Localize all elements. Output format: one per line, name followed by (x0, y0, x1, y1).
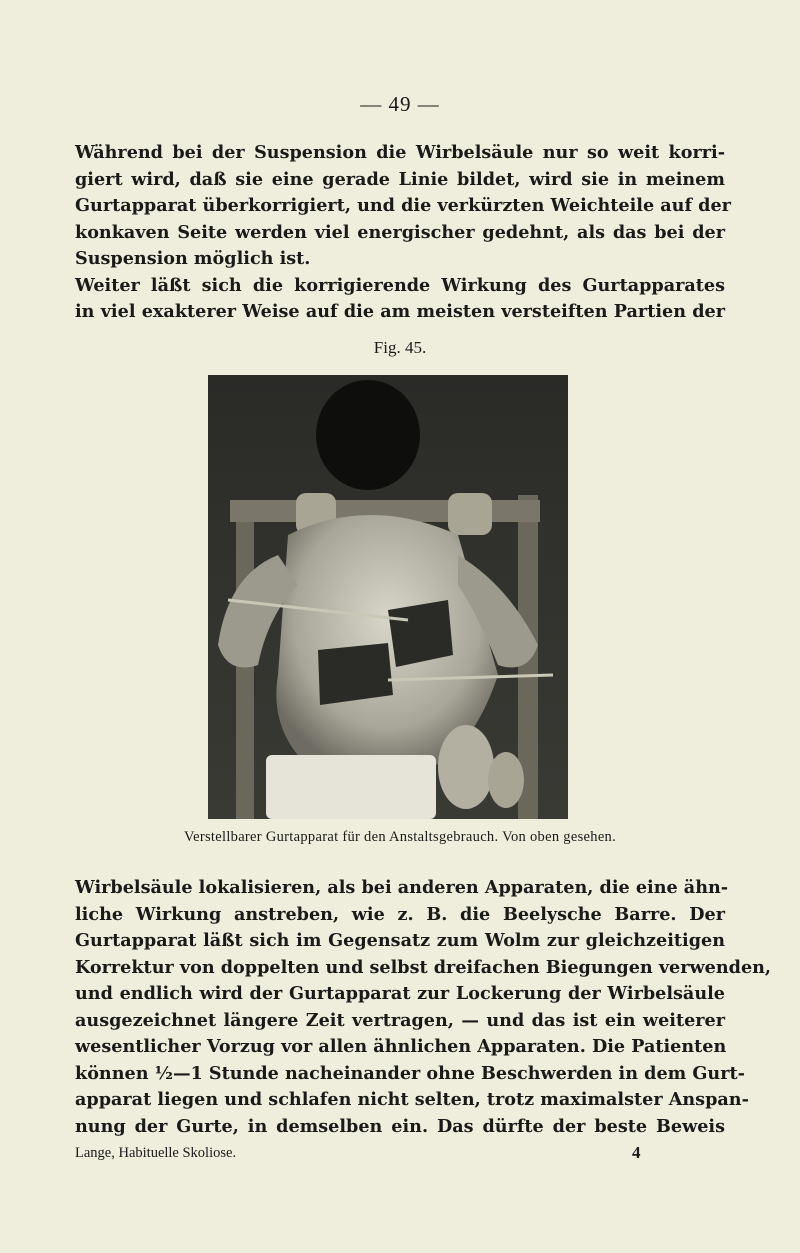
text-line: wesentlicher Vorzug vor allen ähnlichen Apparaten. Die Patienten (75, 1036, 727, 1057)
footer-signature-mark: 4 (632, 1143, 641, 1162)
text-line: Gurtapparat läßt sich im Gegensatz zum Wolm zur gleichzeitigen (75, 930, 725, 951)
text-line: konkaven Seite werden viel energischer gedehnt, als das bei der (75, 221, 725, 243)
text-line: und endlich wird der Gurtapparat zur Lockerung der Wirbelsäule (75, 983, 725, 1004)
figure-label: Fig. 45. (373, 338, 427, 357)
paragraph-2 (75, 875, 772, 1140)
photo-illustration (208, 375, 568, 819)
figure-caption: Verstellbarer Gurtapparat für den Anstaltsgebrauch. Von oben gesehen. (183, 829, 617, 845)
text-line: giert wird, daß sie eine gerade Linie bildet, wird sie in meinem (75, 168, 725, 190)
text-line: Während bei der Suspension die Wirbelsäule nur so weit korri- (75, 142, 725, 163)
text-line: nung der Gurte, in demselben ein. Das dürfte der beste Beweis (75, 1115, 725, 1137)
text-line: Korrektur von doppelten und selbst dreifachen Biegungen verwenden, (75, 956, 772, 978)
footer-book-title: Lange, Habituelle Skoliose. (75, 1145, 237, 1161)
text-line: liche Wirkung anstreben, wie z. B. die Beelysche Barre. Der (75, 903, 725, 925)
text-line: in viel exakterer Weise auf die am meisten versteiften Partien der (75, 301, 725, 322)
page-number: — 49 — (360, 92, 440, 116)
text-line: apparat liegen und schlafen nicht selten, trotz maximalster Anspan- (75, 1089, 749, 1110)
text-line: Gurtapparat überkorrigiert, und die verkürzten Weichteile auf der (75, 195, 731, 216)
text-line: können ½—1 Stunde nacheinander ohne Beschwerden in dem Gurt- (75, 1062, 745, 1084)
text-line: Wirbelsäule lokalisieren, als bei anderen Apparaten, die eine ähn- (75, 877, 729, 898)
text-line: Weiter läßt sich die korrigierende Wirkung des Gurtapparates (75, 274, 725, 296)
text-line: ausgezeichnet längere Zeit vertragen, — und das ist ein weiterer (75, 1009, 725, 1031)
text-line: Suspension möglich ist. (75, 248, 311, 269)
figure-photograph (208, 375, 568, 819)
paragraph-1 (75, 140, 731, 326)
